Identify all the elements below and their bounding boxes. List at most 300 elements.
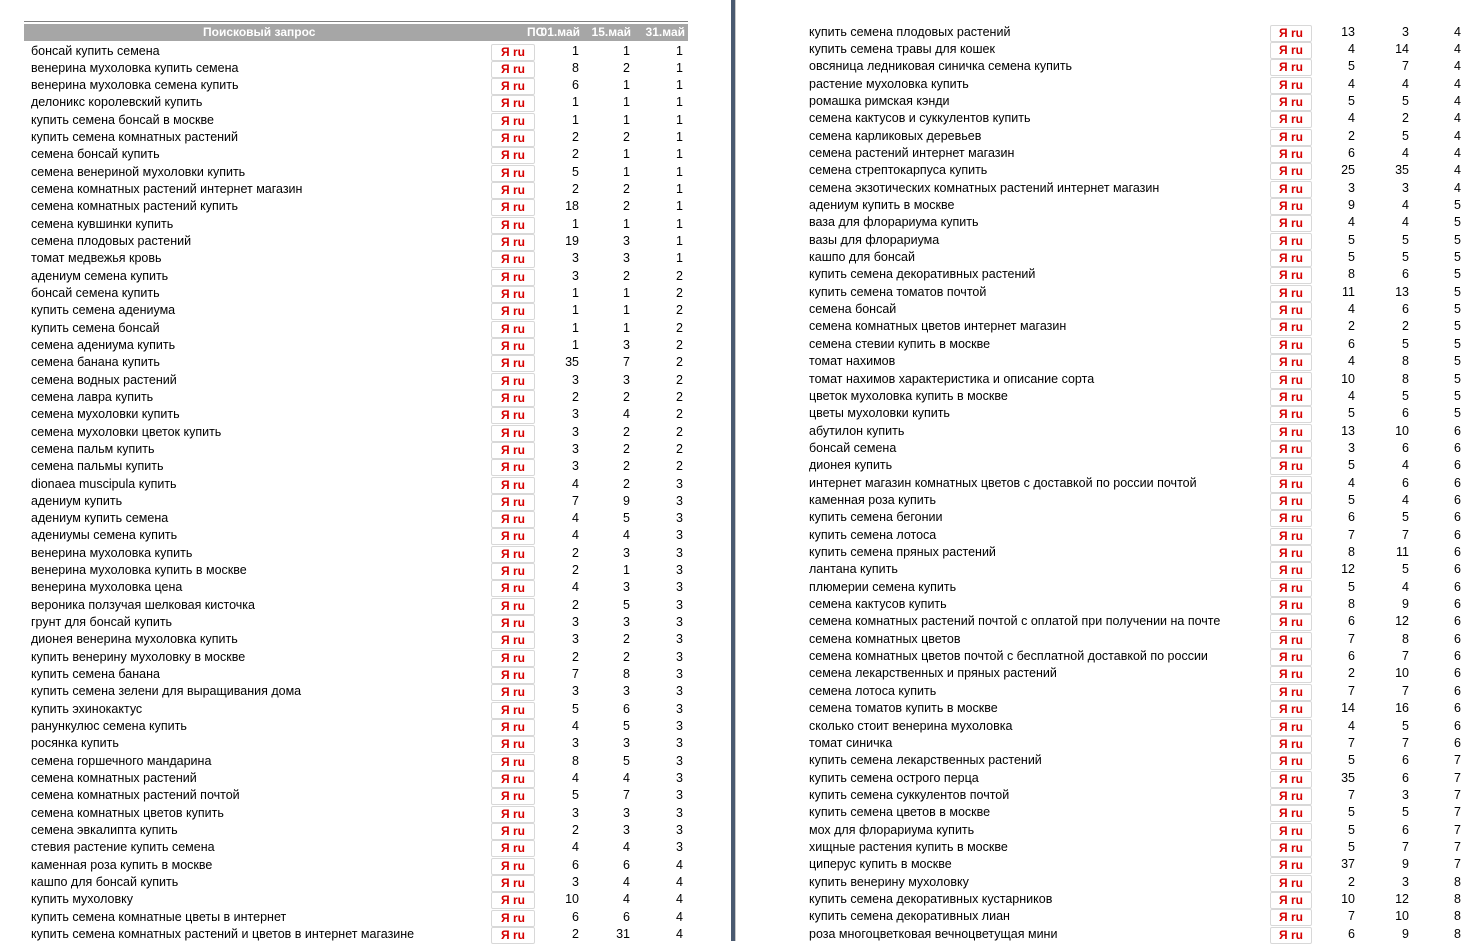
search-query-cell: купить семена декоративных растений <box>809 267 1036 282</box>
search-query-cell: интернет магазин комнатных цветов с доставкой по россии почтой <box>809 475 1197 490</box>
position-may-01: 13 <box>1341 423 1355 438</box>
position-may-01: 2 <box>572 182 579 197</box>
position-may-15: 1 <box>623 216 630 231</box>
search-query-cell: купить семена лекарственных растений <box>809 753 1042 768</box>
position-may-01: 4 <box>572 528 579 543</box>
search-query-cell: семена плодовых растений <box>31 234 192 249</box>
position-may-01: 10 <box>1341 371 1355 386</box>
position-may-31: 3 <box>676 840 683 855</box>
search-engine-badge: Я ru <box>491 546 535 563</box>
right-table <box>746 0 1479 941</box>
search-query-cell: мох для флорариума купить <box>809 822 975 837</box>
table-row <box>746 440 1479 457</box>
table-row <box>746 492 1479 509</box>
position-may-31: 6 <box>1454 423 1461 438</box>
position-may-01: 35 <box>1341 770 1355 785</box>
position-may-15: 3 <box>623 580 630 595</box>
table-row <box>746 353 1479 370</box>
search-engine-badge: Я ru <box>1270 701 1312 718</box>
position-may-01: 35 <box>565 355 579 370</box>
search-engine-badge: Я ru <box>1270 493 1312 510</box>
table-row <box>0 476 728 493</box>
table-row <box>0 233 728 250</box>
position-may-15: 1 <box>623 95 630 110</box>
search-engine-badge: Я ru <box>491 754 535 771</box>
search-query-cell: томат нахимов характеристика и описание сорта <box>809 371 1095 386</box>
position-may-15: 9 <box>623 493 630 508</box>
search-engine-badge: Я ru <box>491 217 535 234</box>
search-query-cell: купить семена зелени для выращивания дома <box>31 684 302 699</box>
position-may-01: 3 <box>572 684 579 699</box>
position-may-31: 3 <box>676 788 683 803</box>
search-engine-badge: Я ru <box>1270 580 1312 597</box>
position-may-31: 2 <box>676 320 683 335</box>
search-query-cell: семена комнатных цветов купить <box>31 805 224 820</box>
position-may-31: 3 <box>676 476 683 491</box>
position-may-31: 3 <box>676 511 683 526</box>
search-engine-badge: Я ru <box>1270 528 1312 545</box>
search-engine-badge: Я ru <box>491 165 535 182</box>
search-query-cell: семена бонсай купить <box>31 147 160 162</box>
table-row <box>746 266 1479 283</box>
position-may-31: 6 <box>1454 492 1461 507</box>
position-may-01: 4 <box>1348 41 1355 56</box>
search-query-cell: каменная роза купить в москве <box>31 857 213 872</box>
position-may-15: 6 <box>623 909 630 924</box>
position-may-15: 3 <box>623 684 630 699</box>
table-row <box>746 527 1479 544</box>
position-may-15: 1 <box>623 43 630 58</box>
table-row <box>746 718 1479 735</box>
position-may-15: 6 <box>1402 440 1409 455</box>
position-may-31: 5 <box>1454 267 1461 282</box>
search-engine-badge: Я ru <box>1270 198 1312 215</box>
position-may-01: 14 <box>1341 701 1355 716</box>
position-may-15: 7 <box>1402 683 1409 698</box>
position-may-31: 6 <box>1454 475 1461 490</box>
search-engine-badge: Я ru <box>1270 424 1312 441</box>
search-engine-badge: Я ru <box>491 719 535 736</box>
position-may-31: 3 <box>676 770 683 785</box>
search-query-cell: семена комнатных растений <box>31 770 197 785</box>
search-query-cell: купить семена банана <box>31 667 160 682</box>
position-may-31: 7 <box>1454 787 1461 802</box>
search-engine-badge: Я ru <box>1270 597 1312 614</box>
position-may-01: 4 <box>572 476 579 491</box>
position-may-15: 3 <box>1402 180 1409 195</box>
search-engine-badge: Я ru <box>491 269 535 286</box>
search-query-cell: томат синичка <box>809 735 893 750</box>
search-query-cell: купить семена суккулентов почтой <box>809 787 1010 802</box>
position-may-31: 6 <box>1454 735 1461 750</box>
position-may-31: 5 <box>1454 232 1461 247</box>
search-query-cell: ромашка римская кэнди <box>809 93 950 108</box>
position-may-31: 5 <box>1454 284 1461 299</box>
position-may-31: 6 <box>1454 597 1461 612</box>
position-may-15: 5 <box>1402 250 1409 265</box>
search-query-cell: купить венерину мухоловку в москве <box>31 649 246 664</box>
search-engine-badge: Я ru <box>491 598 535 615</box>
position-may-01: 1 <box>572 112 579 127</box>
position-may-15: 3 <box>623 337 630 352</box>
search-query-cell: адениум купить <box>31 493 123 508</box>
search-query-cell: семена томатов купить в москве <box>809 701 998 716</box>
position-may-15: 2 <box>623 476 630 491</box>
search-query-cell: плюмерии семена купить <box>809 579 957 594</box>
position-may-01: 6 <box>1348 614 1355 629</box>
search-engine-badge: Я ru <box>1270 129 1312 146</box>
table-row <box>0 597 728 614</box>
position-may-15: 7 <box>1402 839 1409 854</box>
position-may-15: 12 <box>1395 892 1409 906</box>
position-may-01: 2 <box>1348 874 1355 889</box>
position-may-15: 2 <box>623 199 630 214</box>
search-engine-badge: Я ru <box>1270 267 1312 284</box>
search-engine-badge: Я ru <box>1270 250 1312 267</box>
position-may-31: 7 <box>1454 822 1461 837</box>
position-may-01: 3 <box>1348 180 1355 195</box>
position-may-31: 3 <box>676 736 683 751</box>
position-may-31: 5 <box>1454 198 1461 212</box>
table-row <box>0 545 728 562</box>
search-query-cell: семена кактусов купить <box>809 597 947 612</box>
search-engine-badge: Я ru <box>1270 545 1312 562</box>
position-may-15: 5 <box>1402 93 1409 108</box>
table-row <box>746 249 1479 266</box>
position-may-01: 2 <box>572 130 579 145</box>
position-may-15: 2 <box>623 182 630 197</box>
search-engine-badge: Я ru <box>1270 840 1312 857</box>
search-query-cell: венерина мухоловка купить <box>31 545 193 560</box>
table-row <box>0 839 728 856</box>
search-engine-badge: Я ru <box>1270 476 1312 493</box>
header-date-3: 31.май <box>645 25 685 39</box>
search-engine-badge: Я ru <box>1270 59 1312 76</box>
search-engine-badge: Я ru <box>1270 94 1312 111</box>
table-row <box>746 544 1479 561</box>
search-query-cell: дионея венерина мухоловка купить <box>31 632 238 647</box>
position-may-01: 5 <box>1348 232 1355 247</box>
position-may-01: 5 <box>1348 250 1355 265</box>
position-may-01: 3 <box>572 615 579 630</box>
position-may-01: 2 <box>572 649 579 664</box>
search-engine-badge: Я ru <box>1270 389 1312 406</box>
position-may-01: 8 <box>1348 597 1355 612</box>
table-row <box>0 527 728 544</box>
position-may-01: 4 <box>572 580 579 595</box>
position-may-31: 2 <box>676 407 683 422</box>
search-query-cell: стевия растение купить семена <box>31 840 215 855</box>
position-may-15: 1 <box>623 164 630 179</box>
position-may-15: 2 <box>623 268 630 283</box>
table-row <box>746 76 1479 93</box>
position-may-15: 7 <box>1402 59 1409 74</box>
table-row <box>746 856 1479 873</box>
position-may-01: 1 <box>572 285 579 300</box>
position-may-15: 9 <box>1402 926 1409 941</box>
position-may-31: 6 <box>1454 614 1461 629</box>
position-may-31: 2 <box>676 303 683 318</box>
table-row <box>746 197 1479 214</box>
search-query-cell: венерина мухоловка купить семена <box>31 60 239 75</box>
search-query-cell: венерина мухоловка купить в москве <box>31 563 247 578</box>
table-row <box>746 318 1479 335</box>
position-may-15: 3 <box>1402 24 1409 39</box>
search-query-cell: томат медвежья кровь <box>31 251 162 266</box>
search-engine-badge: Я ru <box>491 632 535 649</box>
search-engine-badge: Я ru <box>491 390 535 407</box>
position-may-15: 6 <box>1402 302 1409 317</box>
position-may-01: 7 <box>1348 631 1355 646</box>
search-query-cell: семена лотоса купить <box>809 683 937 698</box>
search-query-cell: цветок мухоловка купить в москве <box>809 388 1008 403</box>
position-may-01: 7 <box>1348 787 1355 802</box>
position-may-31: 6 <box>1454 579 1461 594</box>
position-may-01: 3 <box>572 736 579 751</box>
position-may-15: 6 <box>623 857 630 872</box>
search-query-cell: кашпо для бонсай купить <box>31 874 179 889</box>
search-engine-badge: Я ru <box>491 113 535 130</box>
search-query-cell: семена комнатных растений почтой <box>31 788 240 803</box>
position-may-15: 8 <box>623 667 630 682</box>
position-may-15: 5 <box>1402 336 1409 351</box>
search-engine-badge: Я ru <box>491 580 535 597</box>
search-engine-badge: Я ru <box>1270 892 1312 909</box>
table-row <box>0 424 728 441</box>
table-row <box>0 43 728 60</box>
position-may-01: 4 <box>1348 111 1355 126</box>
position-may-31: 8 <box>1454 909 1461 924</box>
search-engine-badge: Я ru <box>491 44 535 61</box>
search-engine-badge: Я ru <box>1270 875 1312 892</box>
search-query-cell: сколько стоит венерина мухоловка <box>809 718 1013 733</box>
search-query-cell: купить семена пряных растений <box>809 545 996 559</box>
search-engine-badge: Я ru <box>491 61 535 78</box>
search-query-cell: семена комнатных цветов почтой с бесплатной доставкой по россии <box>809 649 1208 664</box>
table-row <box>746 475 1479 492</box>
position-may-15: 2 <box>623 389 630 404</box>
table-row <box>0 805 728 822</box>
position-may-01: 2 <box>572 389 579 404</box>
position-may-31: 1 <box>676 182 683 197</box>
table-row <box>0 857 728 874</box>
search-engine-badge: Я ru <box>1270 562 1312 579</box>
search-query-cell: бонсай купить семена <box>31 43 160 58</box>
table-row <box>0 562 728 579</box>
position-may-15: 2 <box>623 424 630 439</box>
position-may-31: 2 <box>676 337 683 352</box>
position-may-31: 3 <box>676 684 683 699</box>
position-may-01: 2 <box>572 597 579 612</box>
search-query-cell: купить семена комнатных растений и цветов в интернет магазине <box>31 926 415 941</box>
position-may-01: 4 <box>1348 388 1355 403</box>
search-query-cell: купить венерину мухоловку <box>809 874 969 889</box>
position-may-31: 2 <box>676 389 683 404</box>
position-may-01: 2 <box>572 545 579 560</box>
search-engine-badge: Я ru <box>491 95 535 112</box>
table-row <box>0 631 728 648</box>
table-row <box>746 145 1479 162</box>
position-may-31: 4 <box>1454 24 1461 39</box>
position-may-15: 10 <box>1395 423 1409 438</box>
search-engine-badge: Я ru <box>1270 649 1312 666</box>
search-query-cell: семена водных растений <box>31 372 177 387</box>
header-ps: ПС <box>527 25 545 39</box>
table-row <box>0 493 728 510</box>
search-engine-badge: Я ru <box>491 355 535 372</box>
position-may-31: 4 <box>1454 128 1461 143</box>
position-may-15: 6 <box>1402 267 1409 282</box>
table-row <box>746 284 1479 301</box>
position-may-15: 2 <box>623 441 630 456</box>
search-engine-badge: Я ru <box>491 286 535 303</box>
search-query-cell: купить семена томатов почтой <box>809 284 987 299</box>
position-may-01: 1 <box>572 43 579 58</box>
position-may-01: 5 <box>1348 579 1355 594</box>
position-may-01: 3 <box>572 874 579 889</box>
search-engine-badge: Я ru <box>491 858 535 875</box>
position-may-15: 2 <box>623 130 630 145</box>
position-may-15: 35 <box>1395 163 1409 178</box>
search-engine-badge: Я ru <box>1270 719 1312 736</box>
position-may-15: 1 <box>623 320 630 335</box>
position-may-15: 13 <box>1395 284 1409 299</box>
search-query-cell: росянка купить <box>31 736 119 751</box>
position-may-01: 10 <box>1341 892 1355 906</box>
position-may-01: 9 <box>1348 198 1355 212</box>
position-may-01: 3 <box>572 372 579 387</box>
position-may-15: 1 <box>623 285 630 300</box>
table-row <box>746 735 1479 752</box>
position-may-01: 10 <box>565 892 579 907</box>
header-query: Поисковый запрос <box>203 25 316 39</box>
search-query-cell: купить эхинокактус <box>31 701 143 716</box>
position-may-01: 18 <box>565 199 579 214</box>
table-row <box>746 683 1479 700</box>
search-engine-badge: Я ru <box>491 563 535 580</box>
position-may-15: 7 <box>623 355 630 370</box>
search-query-cell: семена бонсай <box>809 302 897 317</box>
search-engine-badge: Я ru <box>491 511 535 528</box>
position-may-01: 8 <box>1348 545 1355 559</box>
position-may-31: 5 <box>1454 336 1461 351</box>
table-row <box>0 320 728 337</box>
position-may-31: 5 <box>1454 371 1461 386</box>
left-table <box>0 0 728 941</box>
search-query-cell: бонсай семена <box>809 440 897 455</box>
table-row <box>0 198 728 215</box>
search-engine-badge: Я ru <box>1270 458 1312 475</box>
position-may-15: 2 <box>623 632 630 647</box>
position-may-31: 8 <box>1454 926 1461 941</box>
position-may-01: 3 <box>572 407 579 422</box>
position-may-31: 1 <box>676 251 683 266</box>
search-engine-badge: Я ru <box>491 321 535 338</box>
divider-gap <box>735 0 746 941</box>
search-query-cell: купить семена лотоса <box>809 527 937 542</box>
search-engine-badge: Я ru <box>1270 441 1312 458</box>
position-may-31: 3 <box>676 718 683 733</box>
search-engine-badge: Я ru <box>491 459 535 476</box>
position-may-31: 5 <box>1454 215 1461 230</box>
position-may-15: 7 <box>1402 649 1409 664</box>
search-query-cell: купить семена бонсай в москве <box>31 112 214 127</box>
position-may-31: 8 <box>1454 892 1461 906</box>
table-row <box>746 162 1479 179</box>
position-may-31: 3 <box>676 563 683 578</box>
search-query-cell: семена растений интернет магазин <box>809 145 1015 160</box>
table-row <box>746 631 1479 648</box>
position-may-31: 1 <box>676 199 683 214</box>
position-may-15: 5 <box>1402 232 1409 247</box>
position-may-01: 12 <box>1341 562 1355 577</box>
position-may-15: 10 <box>1395 666 1409 681</box>
position-may-15: 4 <box>1402 145 1409 160</box>
position-may-15: 5 <box>1402 388 1409 403</box>
position-may-31: 4 <box>1454 41 1461 56</box>
position-may-01: 1 <box>572 95 579 110</box>
position-may-01: 4 <box>1348 475 1355 490</box>
position-may-31: 3 <box>676 632 683 647</box>
position-may-31: 4 <box>1454 93 1461 108</box>
position-may-31: 3 <box>676 528 683 543</box>
search-query-cell: семена комнатных растений купить <box>31 199 239 214</box>
position-may-31: 4 <box>1454 163 1461 178</box>
table-row <box>0 389 728 406</box>
search-engine-badge: Я ru <box>491 650 535 667</box>
search-engine-badge: Я ru <box>1270 753 1312 770</box>
search-engine-badge: Я ru <box>491 303 535 320</box>
table-row <box>746 232 1479 249</box>
position-may-31: 2 <box>676 459 683 474</box>
search-engine-badge: Я ru <box>491 425 535 442</box>
table-row <box>746 457 1479 474</box>
search-engine-badge: Я ru <box>1270 42 1312 59</box>
search-engine-badge: Я ru <box>1270 684 1312 701</box>
table-row <box>0 753 728 770</box>
search-engine-badge: Я ru <box>1270 302 1312 319</box>
search-engine-badge: Я ru <box>1270 354 1312 371</box>
position-may-15: 4 <box>1402 76 1409 91</box>
position-may-15: 1 <box>623 112 630 127</box>
position-may-15: 6 <box>1402 475 1409 490</box>
position-may-01: 5 <box>572 164 579 179</box>
search-query-cell: грунт для бонсай купить <box>31 615 173 630</box>
search-engine-badge: Я ru <box>491 771 535 788</box>
position-may-31: 3 <box>676 649 683 664</box>
search-engine-badge: Я ru <box>491 130 535 147</box>
search-query-cell: семена экзотических комнатных растений интернет магазин <box>809 180 1160 195</box>
table-row <box>0 718 728 735</box>
search-engine-badge: Я ru <box>491 78 535 95</box>
position-may-15: 12 <box>1395 614 1409 629</box>
search-engine-badge: Я ru <box>491 702 535 719</box>
position-may-01: 11 <box>1342 284 1355 299</box>
position-may-15: 6 <box>1402 406 1409 421</box>
position-may-15: 4 <box>1402 492 1409 507</box>
position-may-31: 2 <box>676 424 683 439</box>
position-may-15: 1 <box>623 563 630 578</box>
search-query-cell: растение мухоловка купить <box>809 76 969 91</box>
search-engine-badge: Я ru <box>1270 233 1312 250</box>
search-query-cell: семена мухоловки цветок купить <box>31 424 222 439</box>
position-may-31: 1 <box>676 234 683 249</box>
position-may-15: 5 <box>1402 718 1409 733</box>
table-row <box>746 787 1479 804</box>
table-row <box>0 94 728 111</box>
search-query-cell: циперус купить в москве <box>809 857 952 872</box>
search-query-cell: абутилон купить <box>809 423 905 438</box>
